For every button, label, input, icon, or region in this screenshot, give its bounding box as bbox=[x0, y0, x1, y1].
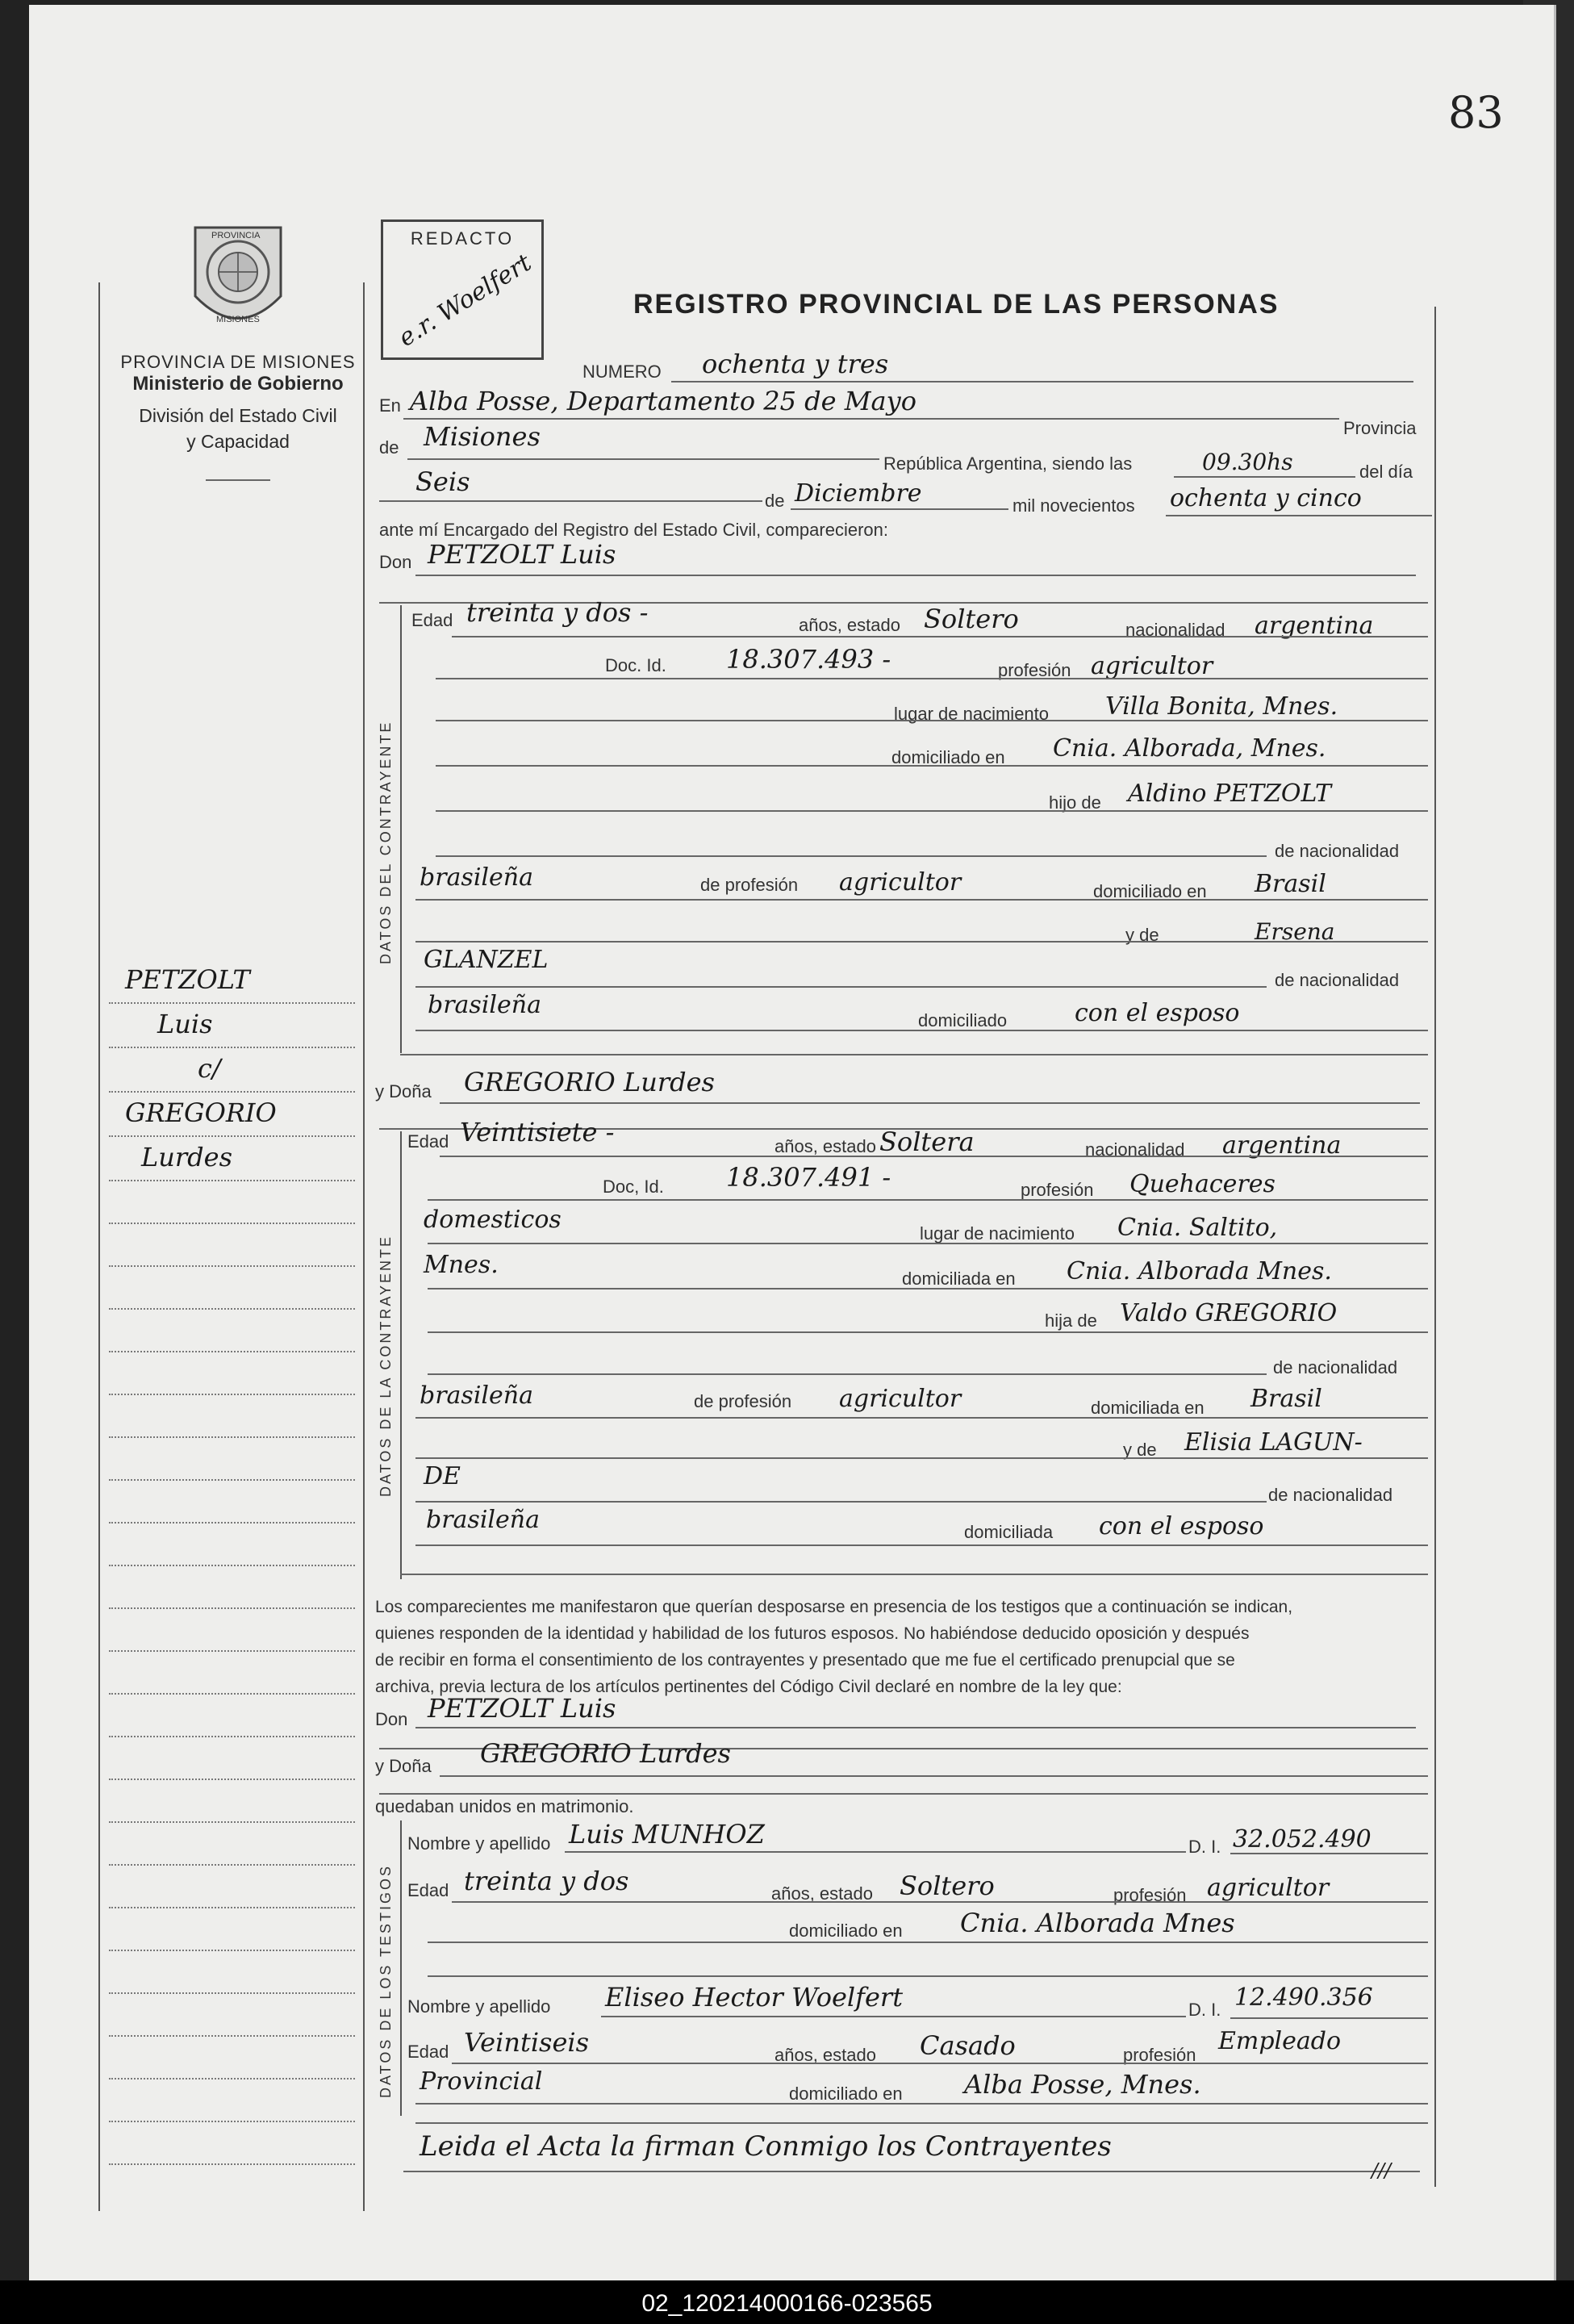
t2-estado-value: Casado bbox=[920, 2030, 1016, 2061]
f-doc-line bbox=[428, 1199, 1428, 1201]
contrayente-bracket bbox=[400, 605, 402, 1053]
f-y-de-label: y de bbox=[1123, 1440, 1157, 1460]
f-nacionalidad-label: nacionalidad bbox=[1085, 1139, 1185, 1160]
contrayenta-bracket bbox=[400, 1131, 402, 1579]
c-madre-dom-value: con el esposo bbox=[1075, 999, 1240, 1027]
mes-value: Diciembre bbox=[795, 479, 922, 508]
union-don-label: Don bbox=[375, 1709, 408, 1729]
c-de-nac-label: de nacionalidad bbox=[1275, 841, 1400, 861]
t2-di-value: 12.490.356 bbox=[1234, 1983, 1373, 2012]
f-doc-value: 18.307.491 - bbox=[726, 1162, 891, 1193]
c-padre-dom-label: domiciliado en bbox=[1093, 881, 1207, 901]
t1-nombre-line bbox=[565, 1851, 1186, 1853]
mil-label: mil novecientos bbox=[1012, 495, 1135, 516]
f-doc-label: Doc, Id. bbox=[603, 1177, 664, 1197]
c-domicilio-label: domiciliado en bbox=[891, 747, 1005, 767]
f-de-nac2-label: de nacionalidad bbox=[1268, 1485, 1393, 1505]
t1-domicilio-line bbox=[428, 1942, 1428, 1943]
f-madre-dom-label: domiciliada bbox=[964, 1522, 1054, 1542]
don-value: PETZOLT Luis bbox=[428, 539, 616, 570]
declaration-line-1: Los comparecientes me manifestaron que querían desposarse en presencia de los testigos que a continuación se indican, bbox=[375, 1598, 1293, 1616]
f-madre-value-2: DE bbox=[424, 1462, 461, 1490]
anio-value: ochenta y cinco bbox=[1170, 484, 1362, 512]
c-madre-value-1: Ersena bbox=[1255, 918, 1335, 945]
c-edad-value: treinta y dos - bbox=[466, 597, 649, 628]
sidebar-division-2: y Capacidad bbox=[186, 431, 290, 452]
margin-note-line-4: GREGORIO bbox=[125, 1097, 277, 1128]
f-domicilio-line bbox=[428, 1288, 1428, 1289]
t1-extra-line bbox=[428, 1975, 1428, 1977]
f-nac-line bbox=[428, 1373, 1267, 1375]
page-number: 83 bbox=[1448, 87, 1504, 138]
t1-estado-value: Soltero bbox=[900, 1870, 995, 1901]
ante-text: ante mí Encargado del Registro del Estado Civil, comparecieron: bbox=[379, 520, 888, 540]
f-lugar-line bbox=[428, 1243, 1428, 1244]
republica-label: República Argentina, siendo las bbox=[883, 454, 1133, 474]
margin-note-line-2: Luis bbox=[157, 1009, 213, 1039]
mes-line bbox=[791, 508, 1008, 510]
t1-edad-line bbox=[452, 1901, 1428, 1903]
f-lugar-label: lugar de nacimiento bbox=[920, 1223, 1075, 1244]
dona-value: GREGORIO Lurdes bbox=[464, 1067, 715, 1097]
sidebar-province: PROVINCIA DE MISIONES bbox=[120, 352, 356, 372]
closing-rule bbox=[403, 2171, 1420, 2172]
t1-nombre-value: Luis MUNHOZ bbox=[569, 1819, 765, 1850]
declaration-line-2: quienes responden de la identidad y habilidad de los futuros esposos. No habiéndose deducido oposición y después bbox=[375, 1624, 1250, 1643]
f-padre-dom-value: Brasil bbox=[1250, 1385, 1322, 1413]
t2-nombre-value: Eliseo Hector Woelfert bbox=[605, 1982, 904, 2013]
f-de-nac-label: de nacionalidad bbox=[1273, 1357, 1398, 1377]
sidebar-divider bbox=[206, 479, 270, 481]
f-padre-prof-value: agricultor bbox=[839, 1385, 962, 1413]
c-estado-value: Soltero bbox=[924, 604, 1019, 634]
declaration-line-4: archiva, previa lectura de los artículos pertinentes del Código Civil declaré en nombre de la ley que: bbox=[375, 1678, 1122, 1696]
f-edad-value: Veintisiete - bbox=[460, 1117, 615, 1147]
c-doc-label: Doc. Id. bbox=[605, 655, 666, 675]
contrayenta-side-label: DATOS DE LA CONTRAYENTE bbox=[378, 1234, 394, 1497]
sidebar-right-border bbox=[363, 282, 365, 2211]
c-padre-nac-value: brasileña bbox=[420, 863, 533, 892]
testigos-bracket bbox=[400, 1820, 402, 2116]
c-doc-value: 18.307.493 - bbox=[726, 644, 891, 675]
f-lugar-value-1: Cnia. Saltito, bbox=[1117, 1214, 1278, 1242]
contrayente-bottom-line bbox=[400, 1054, 1428, 1055]
anio-line bbox=[1166, 515, 1432, 516]
dona-line bbox=[440, 1102, 1420, 1104]
t2-profesion-value-2: Provincial bbox=[420, 2067, 543, 2096]
f-madre-value-1: Elisia LAGUN- bbox=[1184, 1428, 1363, 1457]
f-madre-dom-value: con el esposo bbox=[1099, 1512, 1264, 1540]
f-profesion-label: profesión bbox=[1021, 1180, 1094, 1200]
c-edad-line bbox=[452, 636, 1428, 637]
redacto-stamp bbox=[381, 219, 544, 360]
c-padre-line bbox=[415, 899, 1428, 901]
de-value: Misiones bbox=[424, 421, 541, 452]
closing-marks: /// bbox=[1372, 2159, 1392, 2182]
c-nac-line bbox=[436, 855, 1267, 857]
numero-line bbox=[671, 381, 1413, 382]
c-madre-line bbox=[415, 941, 1428, 943]
stamp-signature: e.r. Woelfert bbox=[393, 249, 536, 353]
de-line bbox=[407, 458, 879, 460]
t2-di-line bbox=[1230, 2017, 1428, 2019]
t2-extra-line bbox=[415, 2122, 1428, 2124]
union-don-value: PETZOLT Luis bbox=[428, 1693, 616, 1724]
closing-line: Leida el Acta la firman Conmigo los Contrayentes bbox=[420, 2130, 1112, 2163]
numero-value: ochenta y tres bbox=[702, 349, 889, 379]
c-nacionalidad-label: nacionalidad bbox=[1125, 620, 1225, 640]
t2-profesion-label: profesión bbox=[1123, 2045, 1196, 2065]
f-estado-value: Soltera bbox=[879, 1126, 975, 1157]
c-lugar-value: Villa Bonita, Mnes. bbox=[1105, 692, 1338, 721]
numero-label: NUMERO bbox=[582, 362, 662, 382]
t1-di-line bbox=[1230, 1853, 1428, 1854]
stamp-label: REDACTO bbox=[410, 228, 515, 249]
f-madre2-line bbox=[415, 1501, 1267, 1503]
c-estado-label: años, estado bbox=[799, 615, 900, 635]
c-madre2-line bbox=[415, 986, 1267, 988]
union-dona-value: GREGORIO Lurdes bbox=[480, 1738, 731, 1769]
province-seal bbox=[187, 219, 289, 341]
t2-di-label: D. I. bbox=[1188, 2000, 1221, 2020]
contrayenta-bottom-line bbox=[400, 1574, 1428, 1575]
c-madre-dom-line bbox=[415, 1030, 1428, 1031]
t1-di-value: 32.052.490 bbox=[1233, 1825, 1372, 1854]
t2-domicilio-line bbox=[415, 2103, 1428, 2105]
c-de-prof-label: de profesión bbox=[700, 875, 799, 895]
provincia-label: Provincia bbox=[1343, 418, 1417, 438]
f-de-prof-label: de profesión bbox=[694, 1391, 792, 1411]
c-madre-value-2: GLANZEL bbox=[424, 946, 549, 974]
contrayente-side-label: DATOS DEL CONTRAYENTE bbox=[378, 720, 394, 964]
c-padre-value: Aldino PETZOLT bbox=[1128, 780, 1331, 808]
sidebar-left-border bbox=[98, 282, 100, 2211]
c-lugar-line bbox=[436, 720, 1428, 721]
margin-note-line-1: PETZOLT bbox=[125, 964, 250, 995]
c-madre-nac-value: brasileña bbox=[428, 991, 541, 1019]
c-padre-dom-value: Brasil bbox=[1255, 870, 1326, 898]
en-value: Alba Posse, Departamento 25 de Mayo bbox=[410, 386, 916, 416]
t1-profesion-value: agricultor bbox=[1207, 1874, 1330, 1902]
hora-line bbox=[1174, 476, 1355, 478]
f-padre-line bbox=[415, 1417, 1428, 1419]
don-line bbox=[415, 575, 1416, 576]
t2-nombre-line bbox=[601, 2016, 1186, 2017]
de-mes-label: de bbox=[765, 491, 785, 511]
f-padre-dom-label: domiciliada en bbox=[1091, 1398, 1205, 1418]
seal-bottom-text: MISIONES bbox=[216, 315, 260, 324]
c-madre-dom-label: domiciliado bbox=[918, 1010, 1008, 1030]
union-don-line bbox=[415, 1727, 1416, 1728]
c-padre-prof-value: agricultor bbox=[839, 868, 962, 897]
t2-domicilio-value: Alba Posse, Mnes. bbox=[964, 2069, 1201, 2100]
del-dia-label: del día bbox=[1359, 462, 1413, 482]
f-madre-dom-line bbox=[415, 1544, 1428, 1546]
sidebar-ministry: Ministerio de Gobierno bbox=[132, 373, 344, 395]
t2-nombre-label: Nombre y apellido bbox=[407, 1996, 551, 2017]
dia-line bbox=[379, 500, 762, 502]
don-label: Don bbox=[379, 552, 412, 572]
c-lugar-label: lugar de nacimiento bbox=[894, 704, 1050, 724]
t1-domicilio-label: domiciliado en bbox=[789, 1921, 903, 1941]
sidebar-division-1: División del Estado Civil bbox=[139, 405, 337, 426]
margin-note-line-5: Lurdes bbox=[141, 1142, 232, 1172]
union-closing: quedaban unidos en matrimonio. bbox=[375, 1796, 634, 1816]
t2-edad-line bbox=[452, 2063, 1428, 2064]
t2-edad-label: Edad bbox=[407, 2042, 449, 2062]
f-hija-line bbox=[428, 1331, 1428, 1333]
c-y-de-label: y de bbox=[1125, 925, 1159, 945]
t1-profesion-label: profesión bbox=[1113, 1885, 1187, 1905]
c-doc-line bbox=[436, 678, 1428, 679]
f-madre-line bbox=[415, 1457, 1428, 1459]
f-padre-value: Valdo GREGORIO bbox=[1120, 1299, 1338, 1327]
f-estado-label: años, estado bbox=[774, 1136, 876, 1156]
t2-edad-value: Veintiseis bbox=[464, 2027, 590, 2058]
c-domicilio-value: Cnia. Alborada, Mnes. bbox=[1053, 734, 1326, 763]
c-profesion-label: profesión bbox=[998, 660, 1071, 680]
image-id-caption: 02_120214000166-023565 bbox=[641, 2290, 933, 2317]
en-line bbox=[403, 418, 1339, 420]
t1-domicilio-value: Cnia. Alborada Mnes bbox=[960, 1908, 1235, 1938]
c-profesion-value: agricultor bbox=[1091, 652, 1213, 680]
f-lugar-value-2: Mnes. bbox=[424, 1251, 499, 1279]
form-right-border bbox=[1434, 307, 1436, 2187]
f-edad-line bbox=[440, 1156, 1428, 1157]
c-domicilio-line bbox=[436, 765, 1428, 767]
t2-domicilio-label: domiciliado en bbox=[789, 2084, 903, 2104]
f-domicilio-value: Cnia. Alborada Mnes. bbox=[1067, 1257, 1332, 1285]
t1-estado-label: años, estado bbox=[771, 1883, 873, 1904]
seal-top-text: PROVINCIA bbox=[211, 231, 261, 240]
f-padre-nac-value: brasileña bbox=[420, 1381, 533, 1410]
f-hija-label: hija de bbox=[1045, 1310, 1097, 1331]
t2-estado-label: años, estado bbox=[774, 2045, 876, 2065]
t1-edad-value: treinta y dos bbox=[464, 1866, 629, 1896]
c-hijo-label: hijo de bbox=[1049, 792, 1101, 813]
margin-note-line-3: c/ bbox=[198, 1053, 221, 1084]
union-dona-label: y Doña bbox=[375, 1756, 432, 1776]
f-profesion-value-2: domesticos bbox=[424, 1206, 562, 1234]
dona-label: y Doña bbox=[375, 1081, 432, 1101]
f-profesion-value-1: Quehaceres bbox=[1129, 1170, 1275, 1198]
de-label: de bbox=[379, 437, 399, 458]
c-nacionalidad-value: argentina bbox=[1255, 612, 1374, 640]
t1-edad-label: Edad bbox=[407, 1880, 449, 1900]
c-hijo-line bbox=[436, 810, 1428, 812]
union-dona-line bbox=[440, 1775, 1428, 1777]
f-nacionalidad-value: argentina bbox=[1222, 1131, 1342, 1160]
f-domicilio-label: domiciliada en bbox=[902, 1269, 1016, 1289]
t1-di-label: D. I. bbox=[1188, 1837, 1221, 1857]
f-madre-nac-value: brasileña bbox=[426, 1506, 540, 1534]
t1-nombre-label: Nombre y apellido bbox=[407, 1833, 551, 1854]
testigos-side-label: DATOS DE LOS TESTIGOS bbox=[378, 1863, 394, 2098]
hora-value: 09.30hs bbox=[1202, 449, 1293, 475]
t2-profesion-value-1: Empleado bbox=[1218, 2027, 1342, 2055]
dia-value: Seis bbox=[415, 466, 470, 497]
en-label: En bbox=[379, 395, 401, 416]
c-edad-label: Edad bbox=[411, 610, 453, 630]
declaration-line-3: de recibir en forma el consentimiento de los contrayentes y presentado que me fue el certificado prenupcial que se bbox=[375, 1651, 1235, 1670]
document-title: REGISTRO PROVINCIAL DE LAS PERSONAS bbox=[633, 289, 1280, 320]
f-edad-label: Edad bbox=[407, 1131, 449, 1152]
union-dona-line-2 bbox=[379, 1793, 1428, 1795]
c-de-nac2-label: de nacionalidad bbox=[1275, 970, 1400, 990]
